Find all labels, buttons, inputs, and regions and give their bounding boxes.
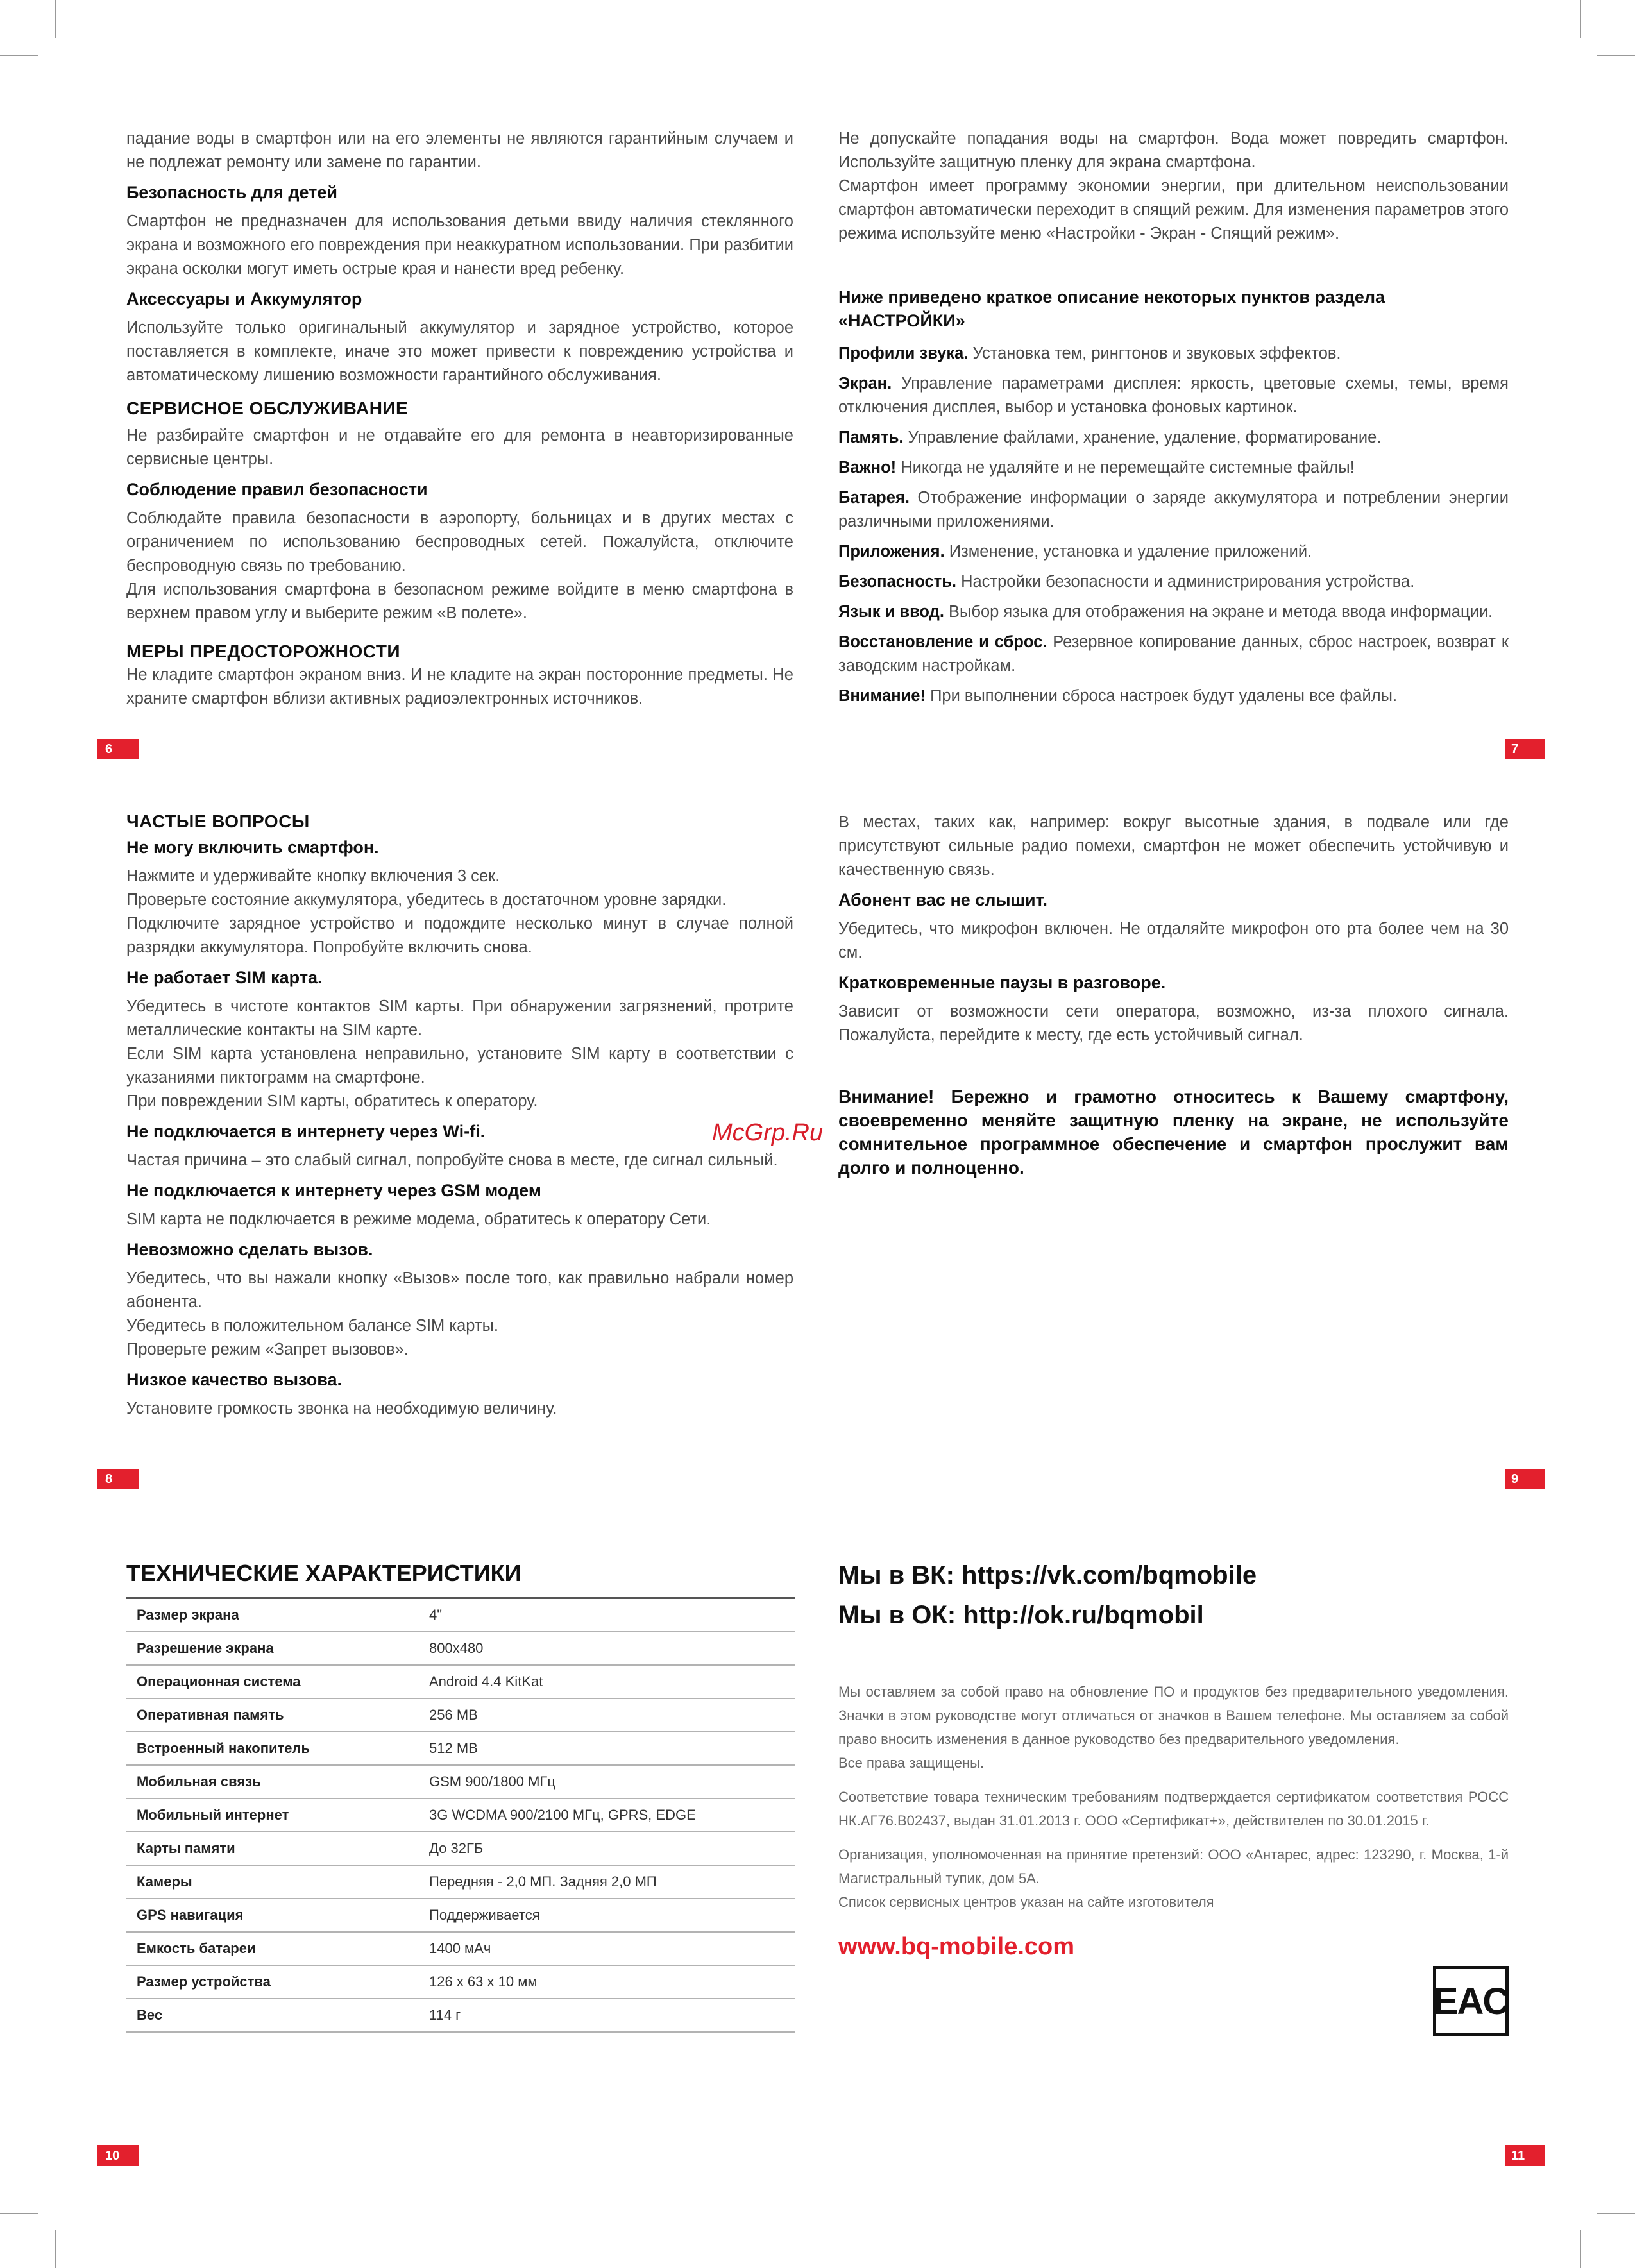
- spec-value: Поддерживается: [419, 1899, 795, 1932]
- faq-answer: Убедитесь в положительном балансе SIM карты.: [126, 1317, 498, 1335]
- faq-answer: Убедитесь в чистоте контактов SIM карты. При обнаружении загрязнений, протрите металлические контакты на SIM карте.: [126, 997, 793, 1039]
- settings-term: Экран.: [838, 375, 892, 393]
- page-number: 9: [1505, 1469, 1545, 1489]
- settings-item: [838, 456, 1509, 480]
- spec-value: 1400 мАч: [419, 1932, 795, 1965]
- spec-value: 114 г: [419, 1999, 795, 2032]
- settings-item: [838, 600, 1509, 624]
- spec-value: 4": [419, 1598, 795, 1632]
- faq-answer: Проверьте режим «Запрет вызовов».: [126, 1341, 409, 1358]
- settings-description: Изменение, установка и удаление приложений.: [949, 543, 1312, 561]
- section-text: Не разбирайте смартфон и не отдавайте его для ремонта в неавторизированные сервисные центры.: [126, 427, 793, 468]
- faq-question: Низкое качество вызова.: [126, 1370, 343, 1389]
- spec-key: Операционная система: [126, 1665, 419, 1698]
- claims-text: Организация, уполномоченная на принятие претензий: ООО «Антарес, адрес: 123290, г. Москва, 1-й Магистральный тупик, дом 5А.: [838, 1847, 1509, 1886]
- spec-key: GPS навигация: [126, 1899, 419, 1932]
- settings-item: [838, 570, 1509, 594]
- page-number: 10: [97, 2145, 139, 2166]
- spec-row: [126, 1865, 795, 1899]
- settings-heading: Ниже приведено краткое описание некоторых пунктов раздела «НАСТРОЙКИ»: [838, 287, 1385, 330]
- faq-question: Не работает SIM карта.: [126, 968, 323, 987]
- settings-description: Управление параметрами дисплея: яркость, цветовые схемы, темы, время отключения дисплея, выбор и установка фоновых картинок.: [838, 375, 1509, 416]
- spec-title: ТЕХНИЧЕСКИЕ ХАРАКТЕРИСТИКИ: [126, 1560, 521, 1586]
- faq-answer: Проверьте состояние аккумулятора, убедитесь в достаточном уровне зарядки.: [126, 891, 727, 909]
- page-number: 7: [1505, 739, 1545, 759]
- page-6-column: [126, 127, 793, 711]
- spec-value: До 32ГБ: [419, 1832, 795, 1865]
- faq-question: Абонент вас не слышит.: [838, 890, 1047, 910]
- legal-text: Мы оставляем за собой право на обновление ПО и продуктов без предварительного уведомления. Значки в этом руководстве могут отличаться от значков в Вашем телефоне. Мы оставляем за собой право вносить изменения в данное руководство без предварительного уведомления.: [838, 1684, 1509, 1747]
- section-title: СЕРВИСНОЕ ОБСЛУЖИВАНИЕ: [126, 398, 409, 418]
- ok-link[interactable]: Мы в ОК: http://ok.ru/bqmobil: [838, 1601, 1204, 1629]
- page-number: 6: [97, 739, 139, 759]
- spec-value: Android 4.4 KitKat: [419, 1665, 795, 1698]
- spec-row: [126, 1832, 795, 1865]
- settings-description: Настройки безопасности и администрирования устройства.: [961, 573, 1415, 591]
- spec-key: Мобильная связь: [126, 1765, 419, 1798]
- spec-value: 256 MB: [419, 1698, 795, 1732]
- body-text: В местах, таких как, например: вокруг высотные здания, в подвале или где присутствуют сильные радио помехи, смартфон не может обеспечить устойчивую и качественную связь.: [838, 813, 1509, 879]
- settings-item: [838, 540, 1509, 564]
- intro-text: падание воды в смартфон или на его элементы не являются гарантийным случаем и не подлежат ремонту или замене по гарантии.: [126, 130, 793, 171]
- spec-row: [126, 1598, 795, 1632]
- spec-row: [126, 1999, 795, 2032]
- faq-question: Не подключается в интернету через Wi-fi.: [126, 1122, 486, 1141]
- crop-mark: [0, 2213, 38, 2214]
- faq-question: Не подключается к интернету через GSM модем: [126, 1181, 541, 1200]
- spec-row: [126, 1632, 795, 1665]
- settings-description: Никогда не удаляйте и не перемещайте системные файлы!: [901, 459, 1355, 477]
- spec-row: [126, 1765, 795, 1798]
- settings-item: [838, 342, 1509, 366]
- spec-value: GSM 900/1800 МГц: [419, 1765, 795, 1798]
- spec-row: [126, 1965, 795, 1999]
- spec-row: [126, 1798, 795, 1832]
- spec-key: Размер экрана: [126, 1598, 419, 1632]
- spec-key: Разрешение экрана: [126, 1632, 419, 1665]
- settings-term: Приложения.: [838, 543, 945, 561]
- settings-term: Восстановление и сброс.: [838, 633, 1047, 651]
- faq-answer: Нажмите и удерживайте кнопку включения 3 сек.: [126, 867, 500, 885]
- watermark: McGrp.Ru: [712, 1119, 824, 1146]
- section-text: Смартфон не предназначен для использования детьми ввиду наличия стеклянного экрана и возможного его повреждения при неаккуратном использовании. При разбитии экрана осколки могут иметь острые края и нанести вред ребенку.: [126, 212, 793, 278]
- page-7-column: [838, 127, 1509, 715]
- spec-key: Мобильный интернет: [126, 1798, 419, 1832]
- spec-key: Оперативная память: [126, 1698, 419, 1732]
- settings-description: Управление файлами, хранение, удаление, форматирование.: [908, 428, 1382, 446]
- spec-row: [126, 1932, 795, 1965]
- faq-answer: Зависит от возможности сети оператора, возможно, из-за плохого сигнала. Пожалуйста, перейдите к месту, где есть устойчивый сигнал.: [838, 1003, 1509, 1044]
- section-title: МЕРЫ ПРЕДОСТОРОЖНОСТИ: [126, 641, 401, 661]
- page-9-column: [838, 811, 1509, 1180]
- spec-row: [126, 1899, 795, 1932]
- spec-key: Карты памяти: [126, 1832, 419, 1865]
- settings-item: [838, 684, 1509, 708]
- spec-row: [126, 1732, 795, 1765]
- crop-mark: [55, 0, 56, 38]
- section-text: Соблюдайте правила безопасности в аэропорту, больницах и в других местах с ограничением по использованию беспроводных сетей. Пожалуйста, отключите беспроводную связь по требованию.: [126, 509, 793, 575]
- settings-description: Отображение информации о заряде аккумулятора и потреблении энергии различными приложениями.: [838, 489, 1509, 530]
- faq-answer: Если SIM карта установлена неправильно, установите SIM карту в соответствии с указаниями пиктограмм на смартфоне.: [126, 1045, 793, 1087]
- settings-description: Установка тем, рингтонов и звуковых эффектов.: [972, 344, 1341, 362]
- settings-list: [838, 342, 1509, 708]
- spec-key: Камеры: [126, 1865, 419, 1899]
- body-text: Смартфон имеет программу экономии энергии, при длительном неиспользовании смартфон автоматически переходит в спящий режим. Для изменения параметров этого режима используйте меню «Настройки - Экран - Спящий режим».: [838, 177, 1509, 242]
- page-11-column: [838, 1555, 1509, 1961]
- spec-table: [126, 1597, 795, 2033]
- section-heading: Соблюдение правил безопасности: [126, 480, 428, 499]
- page-8-column: [126, 809, 793, 1421]
- crop-mark: [55, 2230, 56, 2268]
- vk-link[interactable]: Мы в ВК: https://vk.com/bqmobile: [838, 1561, 1257, 1589]
- settings-term: Безопасность.: [838, 573, 956, 591]
- certificate-text: Соответствие товара техническим требованиям подтверждается сертификатом соответствия РОСС НК.АГ76.В02437, выдан 31.01.2013 г. ООО «Сертификат+», действителен по 30.01.2015 г.: [838, 1789, 1509, 1829]
- spec-row: [126, 1665, 795, 1698]
- faq-answer: Убедитесь, что микрофон включен. Не отдаляйте микрофон ото рта более чем на 30 см.: [838, 920, 1509, 961]
- settings-item: [838, 486, 1509, 534]
- settings-term: Внимание!: [838, 687, 926, 705]
- crop-mark: [1580, 2230, 1581, 2268]
- faq-answer: Убедитесь, что вы нажали кнопку «Вызов» после того, как правильно набрали номер абонента.: [126, 1269, 793, 1311]
- crop-mark: [1580, 0, 1581, 38]
- settings-term: Память.: [838, 428, 904, 446]
- faq-question: Кратковременные паузы в разговоре.: [838, 973, 1166, 992]
- body-text: Не допускайте попадания воды на смартфон. Вода может повредить смартфон. Используйте защитную пленку для экрана смартфона.: [838, 130, 1509, 171]
- faq-answer: Частая причина – это слабый сигнал, попробуйте снова в месте, где сигнал сильный.: [126, 1151, 778, 1169]
- spec-key: Емкость батареи: [126, 1932, 419, 1965]
- spec-row: [126, 1698, 795, 1732]
- eac-mark: EAC: [1433, 1980, 1509, 2022]
- website-link[interactable]: www.bq-mobile.com: [838, 1933, 1075, 1960]
- legal-text: Все права защищены.: [838, 1755, 985, 1771]
- faq-answer: При повреждении SIM карты, обратитесь к оператору.: [126, 1092, 538, 1110]
- section-heading: Безопасность для детей: [126, 183, 337, 202]
- warning-text: Внимание! Бережно и грамотно относитесь к Вашему смартфону, своевременно меняйте защитную пленку на экране, не используйте сомнительное программное обеспечение и смартфон прослужит вам долго и полноценно.: [838, 1087, 1509, 1178]
- eac-logo: [1433, 1966, 1509, 2036]
- page-number: 8: [97, 1469, 139, 1489]
- settings-item: [838, 372, 1509, 419]
- service-centers-text: Список сервисных центров указан на сайте изготовителя: [838, 1894, 1214, 1910]
- spec-value: Передняя - 2,0 МП. Задняя 2,0 МП: [419, 1865, 795, 1899]
- crop-mark: [1597, 2213, 1635, 2214]
- spec-value: 3G WCDMA 900/2100 МГц, GPRS, EDGE: [419, 1798, 795, 1832]
- settings-description: При выполнении сброса настроек будут удалены все файлы.: [930, 687, 1398, 705]
- settings-item: [838, 426, 1509, 450]
- section-text: Для использования смартфона в безопасном режиме войдите в меню смартфона в верхнем правом углу и выберите режим «В полете».: [126, 580, 793, 622]
- settings-description: Выбор языка для отображения на экране и метода ввода информации.: [949, 603, 1493, 621]
- settings-item: [838, 630, 1509, 678]
- spec-value: 512 MB: [419, 1732, 795, 1765]
- faq-question: Невозможно сделать вызов.: [126, 1240, 373, 1259]
- settings-term: Важно!: [838, 459, 897, 477]
- section-heading: Аксессуары и Аккумулятор: [126, 289, 362, 309]
- spec-value: 800x480: [419, 1632, 795, 1665]
- faq-title: ЧАСТЫЕ ВОПРОСЫ: [126, 811, 310, 831]
- faq-answer: Установите громкость звонка на необходимую величину.: [126, 1400, 557, 1418]
- faq-answer: SIM карта не подключается в режиме модема, обратитесь к оператору Сети.: [126, 1210, 711, 1228]
- settings-description: Резервное копирование данных, сброс настроек, возврат к заводским настройкам.: [838, 633, 1509, 675]
- settings-term: Профили звука.: [838, 344, 969, 362]
- section-text: Не кладите смартфон экраном вниз. И не кладите на экран посторонние предметы. Не храните смартфон вблизи активных радиоэлектронных источников.: [126, 666, 793, 707]
- crop-mark: [0, 55, 38, 56]
- spec-key: Размер устройства: [126, 1965, 419, 1999]
- page-number: 11: [1505, 2145, 1545, 2166]
- crop-mark: [1597, 55, 1635, 56]
- spec-key: Вес: [126, 1999, 419, 2032]
- spec-key: Встроенный накопитель: [126, 1732, 419, 1765]
- settings-term: Батарея.: [838, 489, 910, 507]
- section-text: Используйте только оригинальный аккумулятор и зарядное устройство, которое поставляется в комплекте, иначе это может привести к повреждению устройства и автоматическому лишению возможности гарантийного обслуживания.: [126, 319, 793, 384]
- faq-answer: Подключите зарядное устройство и подождите несколько минут в случае полной разрядки аккумулятора. Попробуйте включить снова.: [126, 915, 793, 956]
- faq-question: Не могу включить смартфон.: [126, 838, 379, 857]
- settings-term: Язык и ввод.: [838, 603, 944, 621]
- spec-value: 126 x 63 x 10 мм: [419, 1965, 795, 1999]
